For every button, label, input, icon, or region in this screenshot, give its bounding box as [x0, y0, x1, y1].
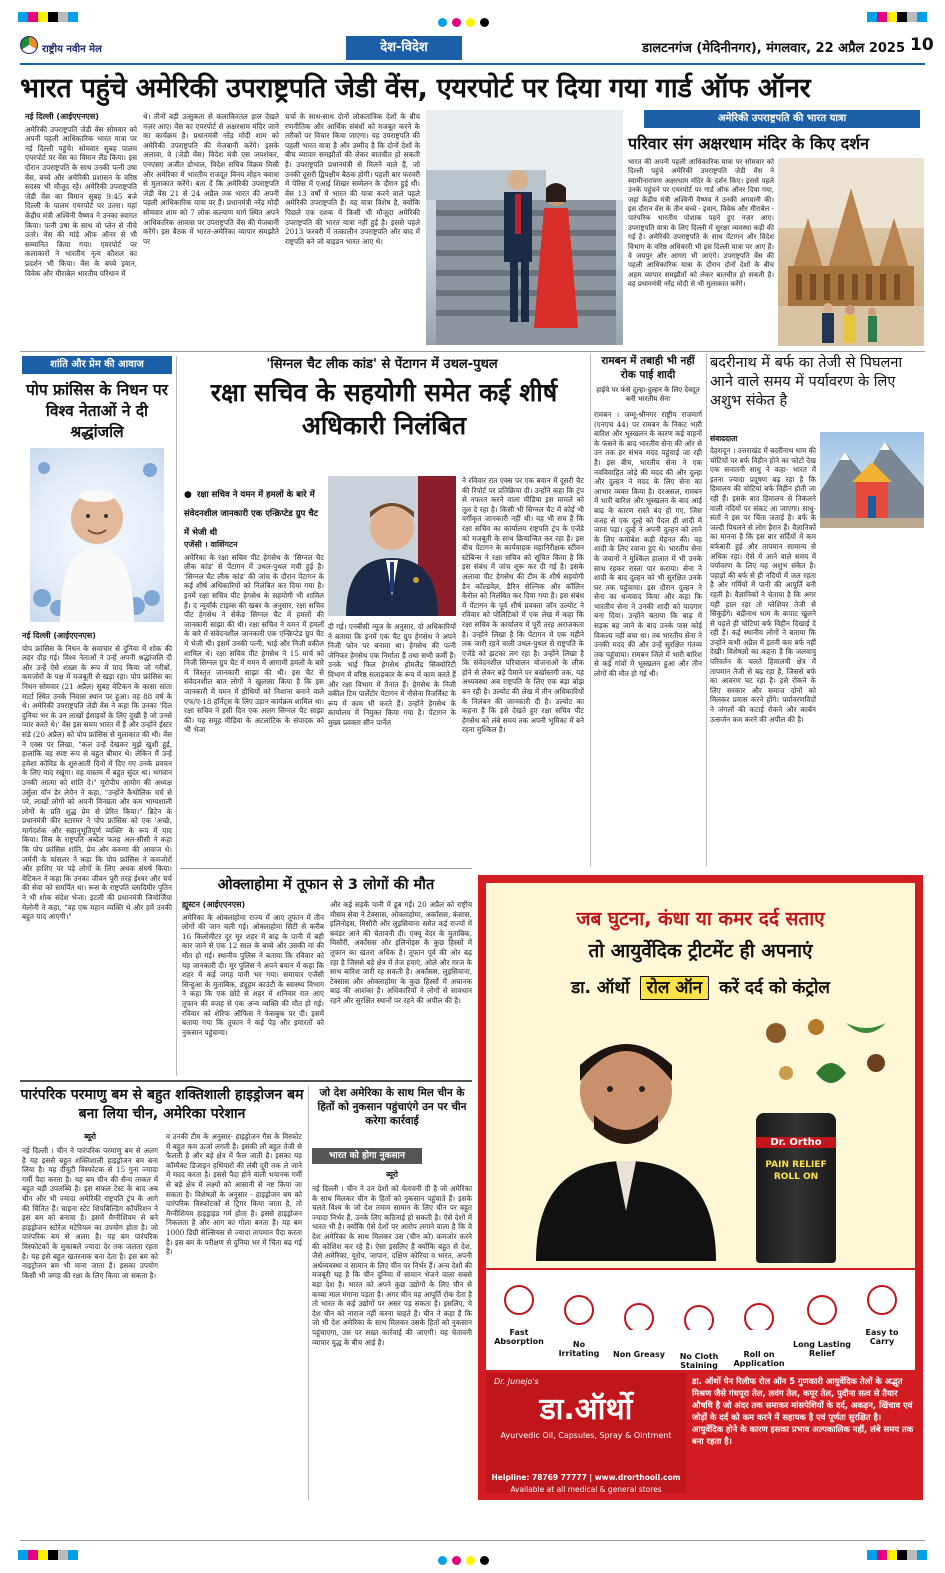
badrinath-headline: बदरीनाथ में बर्फ का तेजी से पिघलना आने वाले समय में पर्यावरण के लिए अशुभ संकेत है	[710, 355, 903, 409]
china-headline: जो देश अमेरिका के साथ मिल चीन के हितों को नुकसान पहुंचाएंगे उन पर चीन करेगा कार्रवाई	[317, 1087, 467, 1127]
dateline: डालटनगंज (मेदिनीनगर), मंगलवार, 22 अप्रैल 2025	[642, 41, 905, 56]
signal-summary	[184, 482, 324, 539]
china-story	[312, 1086, 472, 1500]
pope-photo	[30, 448, 164, 622]
china-byline: ब्यूरो	[386, 1170, 398, 1179]
ramban-divider	[706, 354, 707, 866]
signal-text-3: ने रविवार रात एक्स पर एक बयान में दूसरी चैट की रिपोर्ट पर प्रतिक्रिया दी। उन्होंने कहा कि ट्रंप से नफरत करने वाला मीडिया इस मामले को तूल दे रहा है। किसी भी सिग्नल चैट में कोई भी वर्गीकृत जानकारी नहीं थी। वह भी सच है कि रक्षा सचिव का कार्यालय राष्ट्रपति ट्रंप के एजेंडे को मजबूती के साथ क्रियान्वित कर रहा है। इस बीच पेंटागन के कार्यवाहक महानिरीक्षक स्टीवन स्टेबिन्स ने रक्षा सचिव को सूचित किया है कि इस संबंध में जांच शुरू कर दी गई है। इसके अलावा पीट हेगसेथ की टीम के शीर्ष सहयोगी डैन कॉल्डवेल, डैरिन सेल्निक और कॉलिन कैरोल को निलंबित कर दिया गया है। इस संबंध में पेंटागन के पूर्व शीर्ष प्रवक्ता जॉन उल्योट ने रविवार को पोलिटिको में एक लेख में कहा कि रक्षा सचिव के कार्यालय में पूरी तरह अराजकता है। उन्होंने लिखा है कि पेंटागन में एक महीने तक जारी रहने वाली उथल-पुथल से राष्ट्रपति के एजेंडे को झटका लग रहा है। उन्होंने लिखा है कि संवेदनशील परिचालन योजनाओं के लीक होने से लेकर बड़े पैमाने पर बर्खास्तगी तक, यह अध्यवस्था अब राष्ट्रपति के लिए एक बड़ा बोझ बन रही है। उल्योट की लेख में तीन अधिकारियों के निलंबन की जानकारी दी है। उल्योट का कहना है कि इसे देखते हुए रक्षा सचिव पीट हेगसेथ को लंबे समय तक अपनी भूमिका में बने रहना मुश्किल है।	[462, 476, 584, 735]
ramban-sub: हाईवे पर फंसे दूल्हा-दुल्हन के लिए देवदूत बनी भारतीय सेना	[596, 386, 700, 403]
oklahoma-column-2	[330, 900, 472, 1072]
feature-item: No Irritating	[558, 1340, 600, 1358]
brand-tagline: Ayurvedic Oil, Capsules, Spray & Ointment	[500, 1431, 672, 1440]
ad-line-1: जब घुटना, कंधा या कमर दर्द सताए	[576, 908, 825, 930]
hegseth-photo	[328, 476, 456, 616]
ad-description: डा. ऑर्थो पेन रिलीफ रोल ऑन 5 गुणकारी आयुर्वेदिक तेलों के अद्भुत मिश्रण जैसे गंधपूरा तेल, लवंग तेल, कपूर तेल, पुदीना सत्व से तैयार औषधि है जो अंदर तक समाकर मांसपेशियों के दर्द, अकड़न, खिंचाव एवं जोड़ों के दर्द को कम करने में सहायक है एवं पूर्णतः सुरक्षित है। आयुर्वेदिक होने के कारण इसका प्रभाव अल्पकालिक नहीं, लंबे समय तक बना रहता है।	[692, 1376, 914, 1446]
lead-column-3	[285, 112, 420, 344]
oklahoma-headline: ओक्लाहोमा में तूफान से 3 लोगों की मौत	[217, 877, 435, 893]
newspaper-logo	[20, 36, 150, 60]
oklahoma-story	[180, 874, 472, 1074]
hydrogen-byline: ब्यूरो	[84, 1132, 96, 1141]
lead-headline: भारत पहुंचे अमेरिकी उपराष्ट्रपति जेडी वेंस, एयरपोर्ट पर दिया गया गार्ड ऑफ ऑनर	[20, 73, 811, 104]
section-rule-3	[20, 1080, 472, 1082]
model-portrait-icon	[516, 1011, 746, 1261]
akshardham-tag: अमेरिकी उपराष्ट्रपति की भारत यात्रा	[644, 110, 920, 128]
ad-helpline: Helpline: 78769 77777 | www.drorthooil.com	[491, 1473, 681, 1482]
akshardham-story	[628, 110, 924, 348]
hydrogen-divider	[308, 1086, 309, 1500]
oklahoma-column-1	[182, 900, 324, 1072]
ramban-story	[594, 354, 702, 868]
signal-story	[180, 354, 584, 894]
masthead-rule	[20, 63, 925, 65]
bottom-rule	[20, 1540, 925, 1541]
pope-tag: शांति और प्रेम की आवाज	[22, 356, 172, 374]
hydrogen-headline: पारंपरिक परमाणु बम से बहुत शक्तिशाली हाइड्रोजन बम बना लिया चीन, अमेरिका परेशान	[20, 1087, 304, 1122]
signal-column-1	[184, 540, 324, 892]
masthead	[20, 34, 934, 64]
ad-line-3-post: करें दर्द को कंट्रोल	[719, 978, 830, 998]
page-number: 10	[910, 35, 934, 55]
mountain-temple-icon	[820, 432, 924, 528]
product-brand: Dr. Ortho	[756, 1137, 836, 1148]
signal-summary-text: रक्षा सचिव ने यमन में हमलों के बारे में संवेदनशील जानकारी एक एन्क्रिप्टेड ग्रुप चैट में भेजी थी	[184, 490, 319, 538]
section-label: देश-विदेश	[346, 36, 462, 60]
logo-emblem-icon	[20, 36, 38, 54]
akshardham-headline: परिवार संग अक्षरधाम मंदिर के किए दर्शन	[628, 134, 869, 153]
product-name: PAIN RELIEF ROLL ON	[765, 1160, 827, 1182]
airport-scene-icon	[426, 110, 623, 345]
pope-portrait-icon	[30, 448, 164, 622]
section-rule-1	[20, 351, 925, 352]
ad-line-3-highlight: रोल ऑन	[640, 976, 710, 1000]
pope-text: पोप फ्रांसिस के निधन के समाचार से दुनिया में शोक की लहर दौड़ गई। विश्व नेताओं ने उन्हें अपनी श्रद्धांजलि दी और उन्हें ऐसे शख्स के रूप में याद किया जो गरीबों, कमजोरों के पक्ष में मजबूती से खड़ा रहा। पोप फ्रांसिस का निधन सोमवार (21 अप्रैल) सुबह वेटिकन के कासा सांता मार्टा स्थित उनके निवास स्थान पर हुआ। वह 88 वर्ष के थे। अमेरिकी उपराष्ट्रपति जेडी वेंस ने कहा कि उनका 'दिल दुनिया भर के उन लाखों ईसाइयों के लिए दुखी है जो उनसे प्यार करते थे।' वेंस इस समय भारत में हैं और उन्होंने ईस्टर संडे (20 अप्रैल) को पोप फ्रांसिस से मुलाकात की थी। वेंस ने एक्स पर लिखा, "कल उन्हें देखकर मुझे खुशी हुई, हालांकि वह स्पष्ट रूप से बहुत बीमार थे। लेकिन मैं उन्हें हमेशा कोविड के शुरुआती दिनों में दिए गए उनके प्रवचन के लिए याद रखूंगा। वह वास्तव में बहुत सुंदर था। भगवान उनकी आत्मा को शांति दे।" यूरोपीय आयोग की अध्यक्ष उर्सुला वॉन डेर लेयेन ने कहा, "उन्होंने कैथोलिक चर्च से परे, लाखों लोगों को अपनी विनम्रता और कम भाग्यशाली लोगों के प्रति शुद्ध प्रेम से प्रेरित किया।" ब्रिटेन के प्रधानमंत्री कीर स्टारमर ने पोप फ्रांसिस को एक 'अच्छे, मार्गदर्शक और सहानुभूतिपूर्ण व्यक्ति' के रूप में याद किया। मिस्र के राष्ट्रपति अब्देल फतह अल-सीसी ने कहा कि पोप फ्रांसिस शांति, प्रेम और करुणा की आवाज थे। जर्मनी के चांसलर ने कहा कि पोप फ्रांसिस ने कमजोरों और हाशिए पर पड़े लोगों के लिए अथक संघर्ष किया। वेटिकन ने कहा कि उनका जीवन पूरी तरह ईश्वर और चर्च की सेवा को समर्पित था। रूस के राष्ट्रपति व्लादिमीर पुतिन ने भी शोक संदेश भेजा। इटली की प्रधानमंत्री जियोर्जिया मेलोनी ने कहा, "वह एक महान व्यक्ति थे और हमें उनकी बहुत याद आएगी।"	[22, 643, 172, 922]
ad-line-2: तो आयुर्वेदिक ट्रीटमेंट ही अपनाएं	[588, 940, 813, 962]
feature-item: Long Lasting Relief	[792, 1340, 852, 1358]
akshardham-temple-photo	[778, 158, 924, 346]
ad-line-3	[486, 975, 915, 998]
china-text: नई दिल्ली । चीन ने उन देशों को चेतावनी दी है जो अमेरिका के साथ मिलकर चीन के हितों को नुकसान पहुंचाते हैं। इसके चलते विश्व के जो देश तमाम सामान के लिए चीन पर बहुत ज्यादा निर्भर हैं, उनके लिए कठिनाई हो सकती है। ऐसे देशों में भारत भी है। क्योंकि ऐसे देशों पर आरोप लगाने वाला है कि वे देश अमेरिका के साथ मिलकर उस (चीन को) कमजोर करने की कोशिश कर रहे हैं। ऐसा इसलिए है क्योंकि बहुत से देश, जैसे अमेरिका, यूरोप, जापान, दक्षिण कोरिया व भारत, अपनी अर्थव्यवस्था व सामान के लिए चीन पर निर्भर हैं। अन्य देशों की मजबूरी यह है कि चीन दुनिया में सामान भेजने वाला सबसे बड़ा देश है। भारत को अपने कुछ उद्योगों के लिए चीन से कच्चा माल मंगाना पड़ता है। अगर चीन यह आपूर्ति रोक देता है तो भारत के कई उद्योगों पर असर पड़ सकता है। इसलिए, ये देश चीन को नाराज नहीं करना चाहते हैं। चीन ने कहा है कि जो भी देश अमेरिका के साथ मिलकर उसके हितों को नुकसान पहुंचाएगा, उस पर सख्त कार्रवाई की जाएगी। यह चेतावनी व्यापार युद्ध के बीच आई है।	[312, 1184, 472, 1347]
lead-text-1: अमेरिकी उपराष्ट्रपति जेडी वेंस सोमवार को अपनी पहली आधिकारिक भारत यात्रा पर नई दिल्ली पहुंचे। सोमवार सुबह पालम एयरपोर्ट पर वेंस का विमान लैंड किया। इस दौरान उपराष्ट्रपति के साथ उनकी पत्नी उषा वेंस, बच्चे और अमेरिकी प्रशासन के वरिष्ठ सदस्य भी मौजूद रहे। अमेरिकी उपराष्ट्रपति जेडी वेंस का विमान सुबह 9:45 बजे दिल्ली के पालम एयरपोर्ट पर उतरा। यहां केंद्रीय मंत्री अश्विनी वैष्णव ने उनका स्वागत किया। पत्नी उषा के साथ वो प्लेन से नीचे उतरे। वेंस की मांडे ऑफ ऑनर से भी सम्मानित किया गया। एयरपोर्ट पर कलाकारों ने भारतीय नृत्य कौशल का प्रदर्शन भी किया। वेंस के बच्चे इवान, विवेक और मीराबेल भारतीय परिधान में	[25, 124, 137, 278]
badrinath-text: देहरादून । उत्तराखंड में बदरीनाथ धाम की चोटियों पर बर्फ विहीन होने का फोटो देख एक सनातनी साधु ने कहा- भारत में इतना ज्यादा प्रदूषण बढ़ रहा है कि हिमालय की चोटियां बर्फ विहीन होती जा रही हैं। इसके बाद हिमालय से निकलने वाली नदियों पर संकट आ जाएगा। साधु-संतों ने इस पर चिंता जताई है। बर्फ के जल्दी पिघलने से लोग हैरान हैं। वैज्ञानिकों का मानना है कि इस बार सर्दियों में कम बर्फबारी हुई और तापमान सामान्य से अधिक रहा। ऐसे में आने वाले समय में पर्यावरण के लिए यह अशुभ संकेत है। पहाड़ों की बर्फ से ही नदियों में जल रहता है और गर्मियों में पानी की आपूर्ति बनी रहती है। वैज्ञानिकों ने चेताया है कि अगर यही हाल रहा तो ग्लेशियर तेजी से सिकुड़ेंगे। बद्रीनाथ धाम के कपाट खुलने से पहले ही चोटियां बर्फ विहीन दिखाई दे रही हैं। कई स्थानीय लोगों ने बताया कि उन्होंने कभी अप्रैल में इतनी कम बर्फ नहीं देखी। विशेषज्ञों का कहना है कि जलवायु परिवर्तन के चलते हिमालयी क्षेत्र में तापमान तेजी से बढ़ रहा है, जिससे बर्फ का आवरण घट रहा है। इसे रोकने के लिए सरकार और समाज दोनों को मिलकर प्रयास करने होंगे। पर्यावरणविदों ने जंगलों की कटाई रोकने और कार्बन उत्सर्जन कम करने की अपील की है।	[710, 446, 816, 724]
lead-byline: नई दिल्ली (आईएएनएस)	[25, 112, 99, 121]
feature-icons	[486, 1270, 915, 1330]
feature-item: No Cloth Staining	[679, 1352, 719, 1370]
china-tag: भारत को होगा नुकसान	[312, 1148, 422, 1164]
pope-divider	[176, 356, 177, 1076]
ad-herbs	[756, 1013, 906, 1113]
badrinath-temple-photo	[820, 432, 924, 528]
feature-item: Fast Absorption	[494, 1328, 544, 1346]
signal-text-1: अमेरिका के रक्षा सचिव पीट हेगसेथ के 'सिग्नल चैट लीक कांड' से पेंटागन में उथल-पुथल मची हुई है। 'सिग्नल चैट लीक कांड' की जांच के दौरान पेंटागन के कई शीर्ष अधिकारियों को निलंबित कर दिया गया है। इनमें रक्षा सचिव पीट हेगसेथ के सहयोगी भी शामिल हैं। द न्यूयॉर्क टाइम्स की खबर के अनुसार, रक्षा सचिव पीट हेगसेथ ने सेकेंड सिग्नल चैट में हमलों की जानकारी साझा की थी। रक्षा सचिव ने यमन में हमलों के बारे में संवेदनशील जानकारी एक एन्क्रिप्टेड ग्रुप चैट में भेजी थी। इसमें उनकी पत्नी, भाई और निजी वकील शामिल थे। रक्षा सचिव पीट हेगसेथ ने 15 मार्च को निजी सिग्नल ग्रुप चैट में यमन में आगामी हमलों के बारे में विस्तृत जानकारी साझा की थी। इस चैट से संवेदनशील बात लोगों ने खुलासा किया है कि इस जानकारी में यमन में हौथियों को निशाना बनाने वाले एफ/ए-18 हॉर्नेट्स के लिए उड़ान कार्यक्रम शामिल था। रक्षा सचिव ने इसी दिन एक अलग सिग्नल चैट साझा की। यह समूह मीडिया के अटलांटिक के संपादक को भी भेजा	[184, 552, 324, 735]
pope-body	[22, 631, 172, 1076]
ad-line-3-pre: डा. ऑर्थो	[571, 978, 630, 998]
pope-headline: पोप फ्रांसिस के निधन पर विश्व नेताओं ने दी श्रद्धांजलि	[26, 381, 168, 441]
ad-upper-panel	[486, 883, 915, 1268]
herbs-icon	[756, 1013, 906, 1113]
vance-airport-photo	[426, 110, 623, 345]
logo-text: राष्ट्रीय नवीन मेल	[42, 44, 102, 55]
lead-column-1	[25, 112, 137, 344]
color-registration-top	[18, 12, 927, 26]
ad-features	[486, 1270, 915, 1370]
ramban-text: रामबन । जम्मू-श्रीनगर राष्ट्रीय राजमार्ग (एनएच 44) पर रामबन के निकट भारी बारिश और भूस्खलन के कारण कई वाहनों के फंसने के बाद भारतीय सेना की ओर से उन तक हर संभव मदद पहुंचाई जा रही है। इस बीच, भारतीय सेना ने एक नवविवाहित जोड़े की मदद की और दूल्हा और दुल्हन ने मदद के लिए सेना का आभार व्यक्त किया है। दरअसल, रामबन में भारी बारिश और भूस्खलन के बाद आई बाढ़ के कारण रास्ते बंद हो गए, जिस वजह से एक दूल्हे को पैदल ही शादी में जाना पड़ा। दूल्हे ने अपनी दुल्हन को लाने के लिए कमोबेश कड़ी मेहनत की। वह शादी के लिए रवाना हुए थे। भारतीय सेना के जवानों ने मुश्किल हालात में भी उनके साथ रहकर रास्ता पार कराया। सेना ने शादी के बाद दुल्हन को भी सुरक्षित उनके घर तक पहुंचाया। इस दौरान दुल्हन ने सेना का धन्यवाद किया और कहा कि भारतीय सेना ने उनकी शादी को यादगार बना दिया। उन्होंने बताया कि बाढ़ में सड़क बह जाने के बाद उनके पास कोई विकल्प नहीं बचा था। तब भारतीय सेना ने उनकी मदद की और उन्हें सुरक्षित गंतव्य तक पहुंचाया। रामबन जिले में भारी बारिश से कई गांवों में भूस्खलन हुआ और तीन लोगों की मौत हो गई थी।	[594, 410, 702, 679]
temple-icon	[778, 158, 924, 346]
feature-item: Easy to Carry	[865, 1328, 899, 1346]
feature-item: Roll on Application	[733, 1350, 785, 1368]
ad-model-photo	[516, 1011, 746, 1261]
pope-story	[22, 356, 172, 1076]
signal-headline: रक्षा सचिव के सहयोगी समेत कई शीर्ष अधिकारी निलंबित	[210, 378, 558, 440]
oklahoma-text-1: अमेरिका के ओक्लाहोमा राज्य में आए तूफान में तीन लोगों की जान चली गई। ओक्लाहोमा सिटी से करीब 16 किलोमीटर दूर मूर शहर में बाढ़ के पानी में बही कार जाने से एक 12 साल के बच्चे और उसकी मां की मौत हो गई। स्थानीय पुलिस ने बताया कि रविवार को यह जानकारी दी। मूर पुलिस ने अपने बयान में कहा कि शहर में कई जगह पानी भर गया। समाचार एजेंसी सिन्हुआ के मुताबिक, ड्यूहम काउंटी के स्वास्थ्य विभाग ने कहा कि एक छोटे से शहर में शनिवार रात आए तूफान की वजह से एक अन्य व्यक्ति की मौत हो गई। रविवार को शेरिफ ऑफिस ने फेसबुक पर दी। इसमें बताया गया कि तूफान ने कई पेड़ और इमारतों को नुकसान पहुंचाया।	[182, 912, 324, 1037]
signal-divider	[590, 354, 591, 866]
hydrogen-column-1: नई दिल्ली । चीन ने पारंपरिक परमाणु बम से अलग है यह इससे बहुत शक्तिशाली हाइड्रोजन बम बना लिया है। यह दीयूटी विस्फोटक से 15 गुना ज्यादा गर्मी पैदा करता है। यह बम चीन की सैन्य ताकत में बहुत बड़ी उपलब्धि है। इस सफल टेस्ट के बाद अब चीन और भी ज्यादा अमेरिकी राष्ट्रपति ट्रंप के आगे की चिंतित हैं। चाइना स्टेट शिपबिल्डिंग कॉर्पोरेशन ने इस बम को बनाया है। इसमें मैग्नीशियम से बने हाइड्रोजन स्टोरेज मटेरियल का उपयोग होता है। जो पारंपरिक बम से अलग है। यह बम पारंपरिक विस्फोटकों के मुकाबले ज्यादा देर तक जलता रहता है। यह इसे बहुत खतरनाक बना देता है। इस बम को नाइट्रोजन बम भी माना जाता है। इसका उपयोग किसी भी जगह की रक्षा के लिए किया जा सकता है।	[22, 1146, 158, 1280]
signal-column-3	[462, 476, 584, 892]
brand-top: Dr. Junejo's	[494, 1377, 539, 1386]
badrinath-text-continued	[820, 534, 924, 866]
lead-column-2	[143, 112, 279, 344]
hydrogen-story	[20, 1086, 304, 1500]
signal-kicker: 'सिग्नल चैट लीक कांड' से पेंटागन में उथल-पुथल	[266, 357, 498, 372]
oklahoma-byline: ह्यूस्टन (आईएएनएस)	[182, 900, 246, 909]
hegseth-portrait-icon	[328, 476, 456, 616]
feature-item: Non Greasy	[613, 1350, 665, 1359]
badrinath-story	[710, 354, 924, 868]
bullet-icon: ●	[184, 490, 192, 500]
lead-text-3: चर्चा के साथ-साथ दोनों लोकतांत्रिक देशों के बीच रणनीतिक और आर्थिक संबंधों को मजबूत करने के तरीकों पर विचार किया जाएगा। यह उपराष्ट्रपति की पहली भारत यात्रा है और उम्मीद है कि दोनों देशों के बीच व्यापार समझौतों की लेकर बातचीत हो सकती है। उपराष्ट्रपति प्रधानमंत्री से मिलने वाले हैं, जो उनकी दूसरी द्विपक्षीय बैठक होगी। पहली बार फरवरी में पेरिस में एआई शिखर सम्मेलन के दौरान हुई थी। वेंस 13 वर्षों में भारत की यात्रा करने वाले पहले अमेरिकी उपराष्ट्रपति हैं। यह यात्रा विशेष है, क्योंकि पिछले एक दशक में किसी भी मौजूदा अमेरिकी उपराष्ट्रपति की भारत यात्रा नहीं हुई है। इससे पहले 2013 फरवरी में तत्कालीन उपराष्ट्रपति और बाद में राष्ट्रपति बने जो बाइडन भारत आए थे।	[285, 112, 420, 246]
lead-text-2: थे। तीनों बड़ी उत्सुकता से कलाकिरतल हाल देखते नज़र आए। वेंस का एयरपोर्ट से अक्षरधाम मंदिर जाने का कार्यक्रम है। प्रधानमंत्री नरेंद्र मोदी शाम को अमेरिकी उपराष्ट्रपति की मेजबानी करेंगे। इसके अलावा, वे (जेडी वेंस) विदेश मंत्री एस जयशंकर, एनएसए अजीत डोभाल, विदेश सचिव विक्रम मिस्री और अमेरिका में भारतीय राजदूत विनय मोहन क्वात्रा से मुलाकात करेंगे। बता दें कि अमेरिकी उपराष्ट्रपति जेडी वेंस 21 से 24 अप्रैल तक भारत की अपनी पहली आधिकारिक यात्रा पर हैं। प्रधानमंत्री नरेंद्र मोदी सोमवार शाम को 7 लोक कल्याण मार्ग स्थित अपने आधिकारिक आवास पर उपराष्ट्रपति वेंस की मेजबानी करेंगे। इस बैठक में भारत-अमेरिका व्यापार समझौते पर	[143, 112, 279, 246]
color-registration-bottom	[18, 1550, 927, 1564]
hydrogen-column-2: व उनकी टीम के अनुसार- हाइड्रोजन गैस के विस्फोट में बहुत कम ऊर्जा लगती है। इसकी लौ बहुत तेजी से फैलती है और बड़े क्षेत्र में फैल जाती है। इसका यह कॉम्पैक्ट डिजाइन हथियारों की लंबी दूरी तक ले जाने में मदद करता है। इससे पैदा होने वाली भयानक गर्मी से बड़े क्षेत्र में लक्ष्यों को आसानी से नष्ट किया जा सकता है। विशेषज्ञों के अनुसार - हाइड्रोजन बम को पारंपरिक विस्फोटकों से ट्रिगर किया जाता है, तो मैग्नीशियम हाइड्राइड गर्म होता है। इससे हाइड्रोजन निकलता है और आग का गोला बनता है। यह बम 1000 डिग्री सेल्सियस से ज्यादा तापमान पैदा करता है। इस बम के परीक्षण से दुनिया भर में चिंता बढ़ गई है।	[166, 1132, 302, 1257]
akshardham-text: भारत की अपनी पहली आधिकारिक यात्रा पर सोमवार को दिल्ली पहुंचे अमेरिकी उपराष्ट्रपति जेडी वेंस ने स्वामीनारायण अक्षरधाम मंदिर के दर्शन किए। इससे पहले उनके पहुंचने पर एयरपोर्ट पर गार्ड ऑफ ऑनर दिया गया, जहां केंद्रीय मंत्री अश्विनी वैष्णव ने उनकी अगवानी की। इस दौरान वेंस के तीन बच्चे - इवान, विवेक और मीराबेल - पारंपरिक भारतीय पोशाक पहने हुए नज़र आए। उपराष्ट्रपति यात्रा के लिए दिल्ली में सुरक्षा व्यवस्था कड़ी की गई है। अमेरिकी उपराष्ट्रपति के साथ पेंटागन और विदेश विभाग के वरिष्ठ अधिकारी भी इस दिल्ली यात्रा पर आए हैं। वे जयपुर और आगरा भी जाएंगे। उपराष्ट्रपति वेंस की पहली आधिकारिक यात्रा के दौरान दोनों देशों के बीच अहम व्यापार समझौतों को लेकर बातचीत हो सकती है। वह प्रधानमंत्री नरेंद्र मोदी से भी मुलाकात करेंगे।	[628, 158, 774, 289]
section-rule-2	[180, 868, 472, 869]
signal-text-2: दी गई। एनबीसी न्यूज के अनुसार, दो अधिकारियों ने बताया कि इनमें एक चैट ग्रुप हेगसेथ ने अपने निजी फोन पर बनाया था। हेगसेथ की पत्नी जेनिफर हेगसेथ एक निर्माता हैं तथा सभी कर्मी हैं। उनके भाई फिल हेगसेथ होमलैंड सिक्योरिटी विभाग में वरिष्ठ सलाहकार के रूप में काम करते हैं और रक्षा विभाग में तैनात हैं। हेगसेथ के निजी वकील टिम पार्लेटोर पेंटागन में नौसेना रिजर्विस्ट के रूप में काम भी करते हैं। उन्होंने हेगसेथ के कार्यालय में नियुक्त किया गया है। पेंटागन के मुख्य प्रवक्ता सीन पार्नेल	[328, 622, 456, 727]
signal-byline: एजेंसी । वाशिंगटन	[184, 540, 238, 549]
badrinath-byline: संवाददाता	[710, 434, 738, 443]
ad-availability: Available at all medical & general stores	[510, 1485, 662, 1494]
dr-ortho-advertisement	[478, 875, 923, 1500]
product-bottle	[756, 1113, 836, 1263]
ramban-headline: रामबन में तबाही भी नहीं रोक पाई शादी	[601, 355, 695, 381]
oklahoma-text-2: और कई सड़कें पानी में डूब गईं। 20 अप्रैल को राष्ट्रीय मौसम सेवा ने टेक्सास, ओक्लाहोमा, अर्कांसस, कंसास, इलिनोइस, मिसौरी और लुइसियाना समेत कई राज्यों में बवंडर आने की चेतावनी दी। एक्यू वेदर के मुताबिक, मिसौरी, अर्कांसस और इलिनोइस के कुछ हिस्सों में तूफान का खतरा अधिक है। तूफान पूर्व की ओर बढ़ रहा है जिससे बड़े क्षेत्र में तेज हवाएं, ओले और गरज के साथ बारिश जारी रह सकती है। अर्कांसस, लुइसियाना, टेक्सास और ओक्लाहोमा के कुछ हिस्सों में अचानक बाढ़ की आशंका है। अधिकारियों ने लोगों से सावधान रहने और सुरक्षित स्थानों पर रहने की अपील की है।	[330, 900, 472, 1005]
signal-column-2	[328, 622, 456, 892]
badrinath-text-cont	[820, 534, 924, 866]
pope-byline: नई दिल्ली (आईएएनएस)	[22, 631, 96, 640]
brand-name: डा.ऑर्थो	[539, 1392, 633, 1427]
